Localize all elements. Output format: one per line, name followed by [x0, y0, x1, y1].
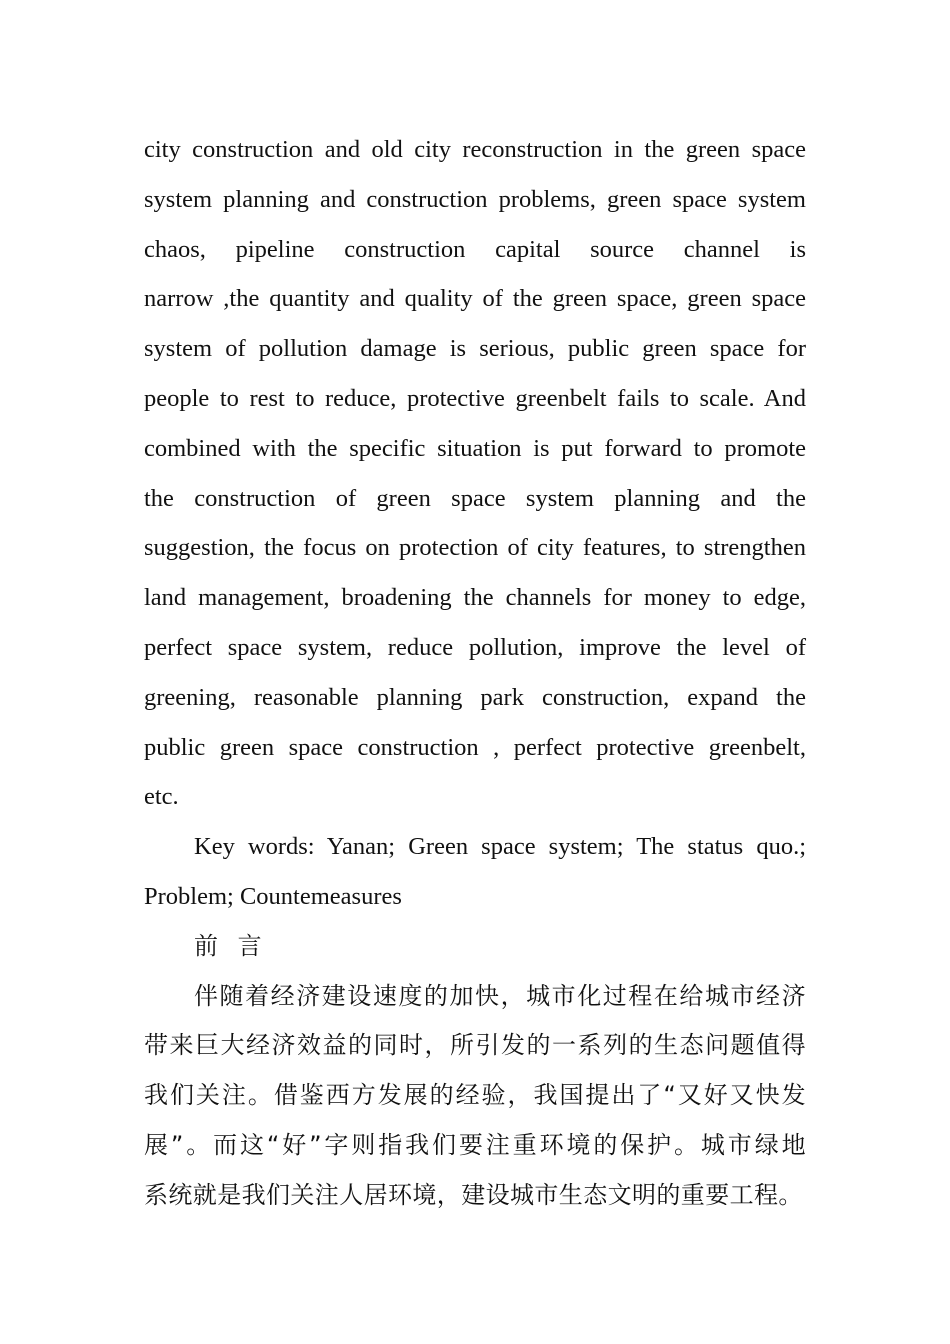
abstract-line: city construction and old city reconstruction in the green space: [144, 136, 806, 163]
keywords-line: Key words: Yanan; Green space system; The status quo.;: [194, 833, 806, 861]
abstract-line: public green space construction , perfect protective greenbelt,: [144, 733, 806, 761]
document-page: [144, 125, 806, 1221]
abstract-line: system planning and construction problems, green space system: [144, 185, 806, 213]
abstract-line: land management, broadening the channels for money to edge,: [144, 584, 806, 612]
preface-line: 展”。而这“好”字则指我们要注重环境的保护。城市绿地: [144, 1130, 806, 1159]
keywords-line: Problem; Countemeasures: [144, 882, 402, 910]
preface-line: 系统就是我们关注人居环境，建设城市生态文明的重要工程。: [144, 1180, 803, 1209]
abstract-line: system of pollution damage is serious, public green space for: [144, 335, 806, 363]
abstract-line: greening, reasonable planning park construction, expand the: [144, 683, 806, 711]
abstract-line: narrow ,the quantity and quality of the green space, green space: [144, 285, 806, 313]
abstract-line: people to rest to reduce, protective greenbelt fails to scale. And: [144, 384, 806, 412]
preface-line: 伴随着经济建设速度的加快，城市化过程在给城市经济: [194, 981, 806, 1010]
abstract-line: suggestion, the focus on protection of city features, to strengthen: [144, 534, 806, 562]
abstract-line: the construction of green space system planning and the: [144, 484, 806, 512]
preface-heading: 前 言: [194, 931, 268, 960]
preface-line: 带来巨大经济效益的同时，所引发的一系列的生态问题值得: [144, 1031, 806, 1060]
abstract-line: chaos, pipeline construction capital source channel is: [144, 235, 806, 263]
abstract-line: perfect space system, reduce pollution, improve the level of: [144, 633, 806, 661]
abstract-line: combined with the specific situation is put forward to promote: [144, 434, 806, 462]
abstract-line: etc.: [144, 783, 179, 811]
preface-line: 我们关注。借鉴西方发展的经验，我国提出了“又好又快发: [144, 1081, 806, 1110]
